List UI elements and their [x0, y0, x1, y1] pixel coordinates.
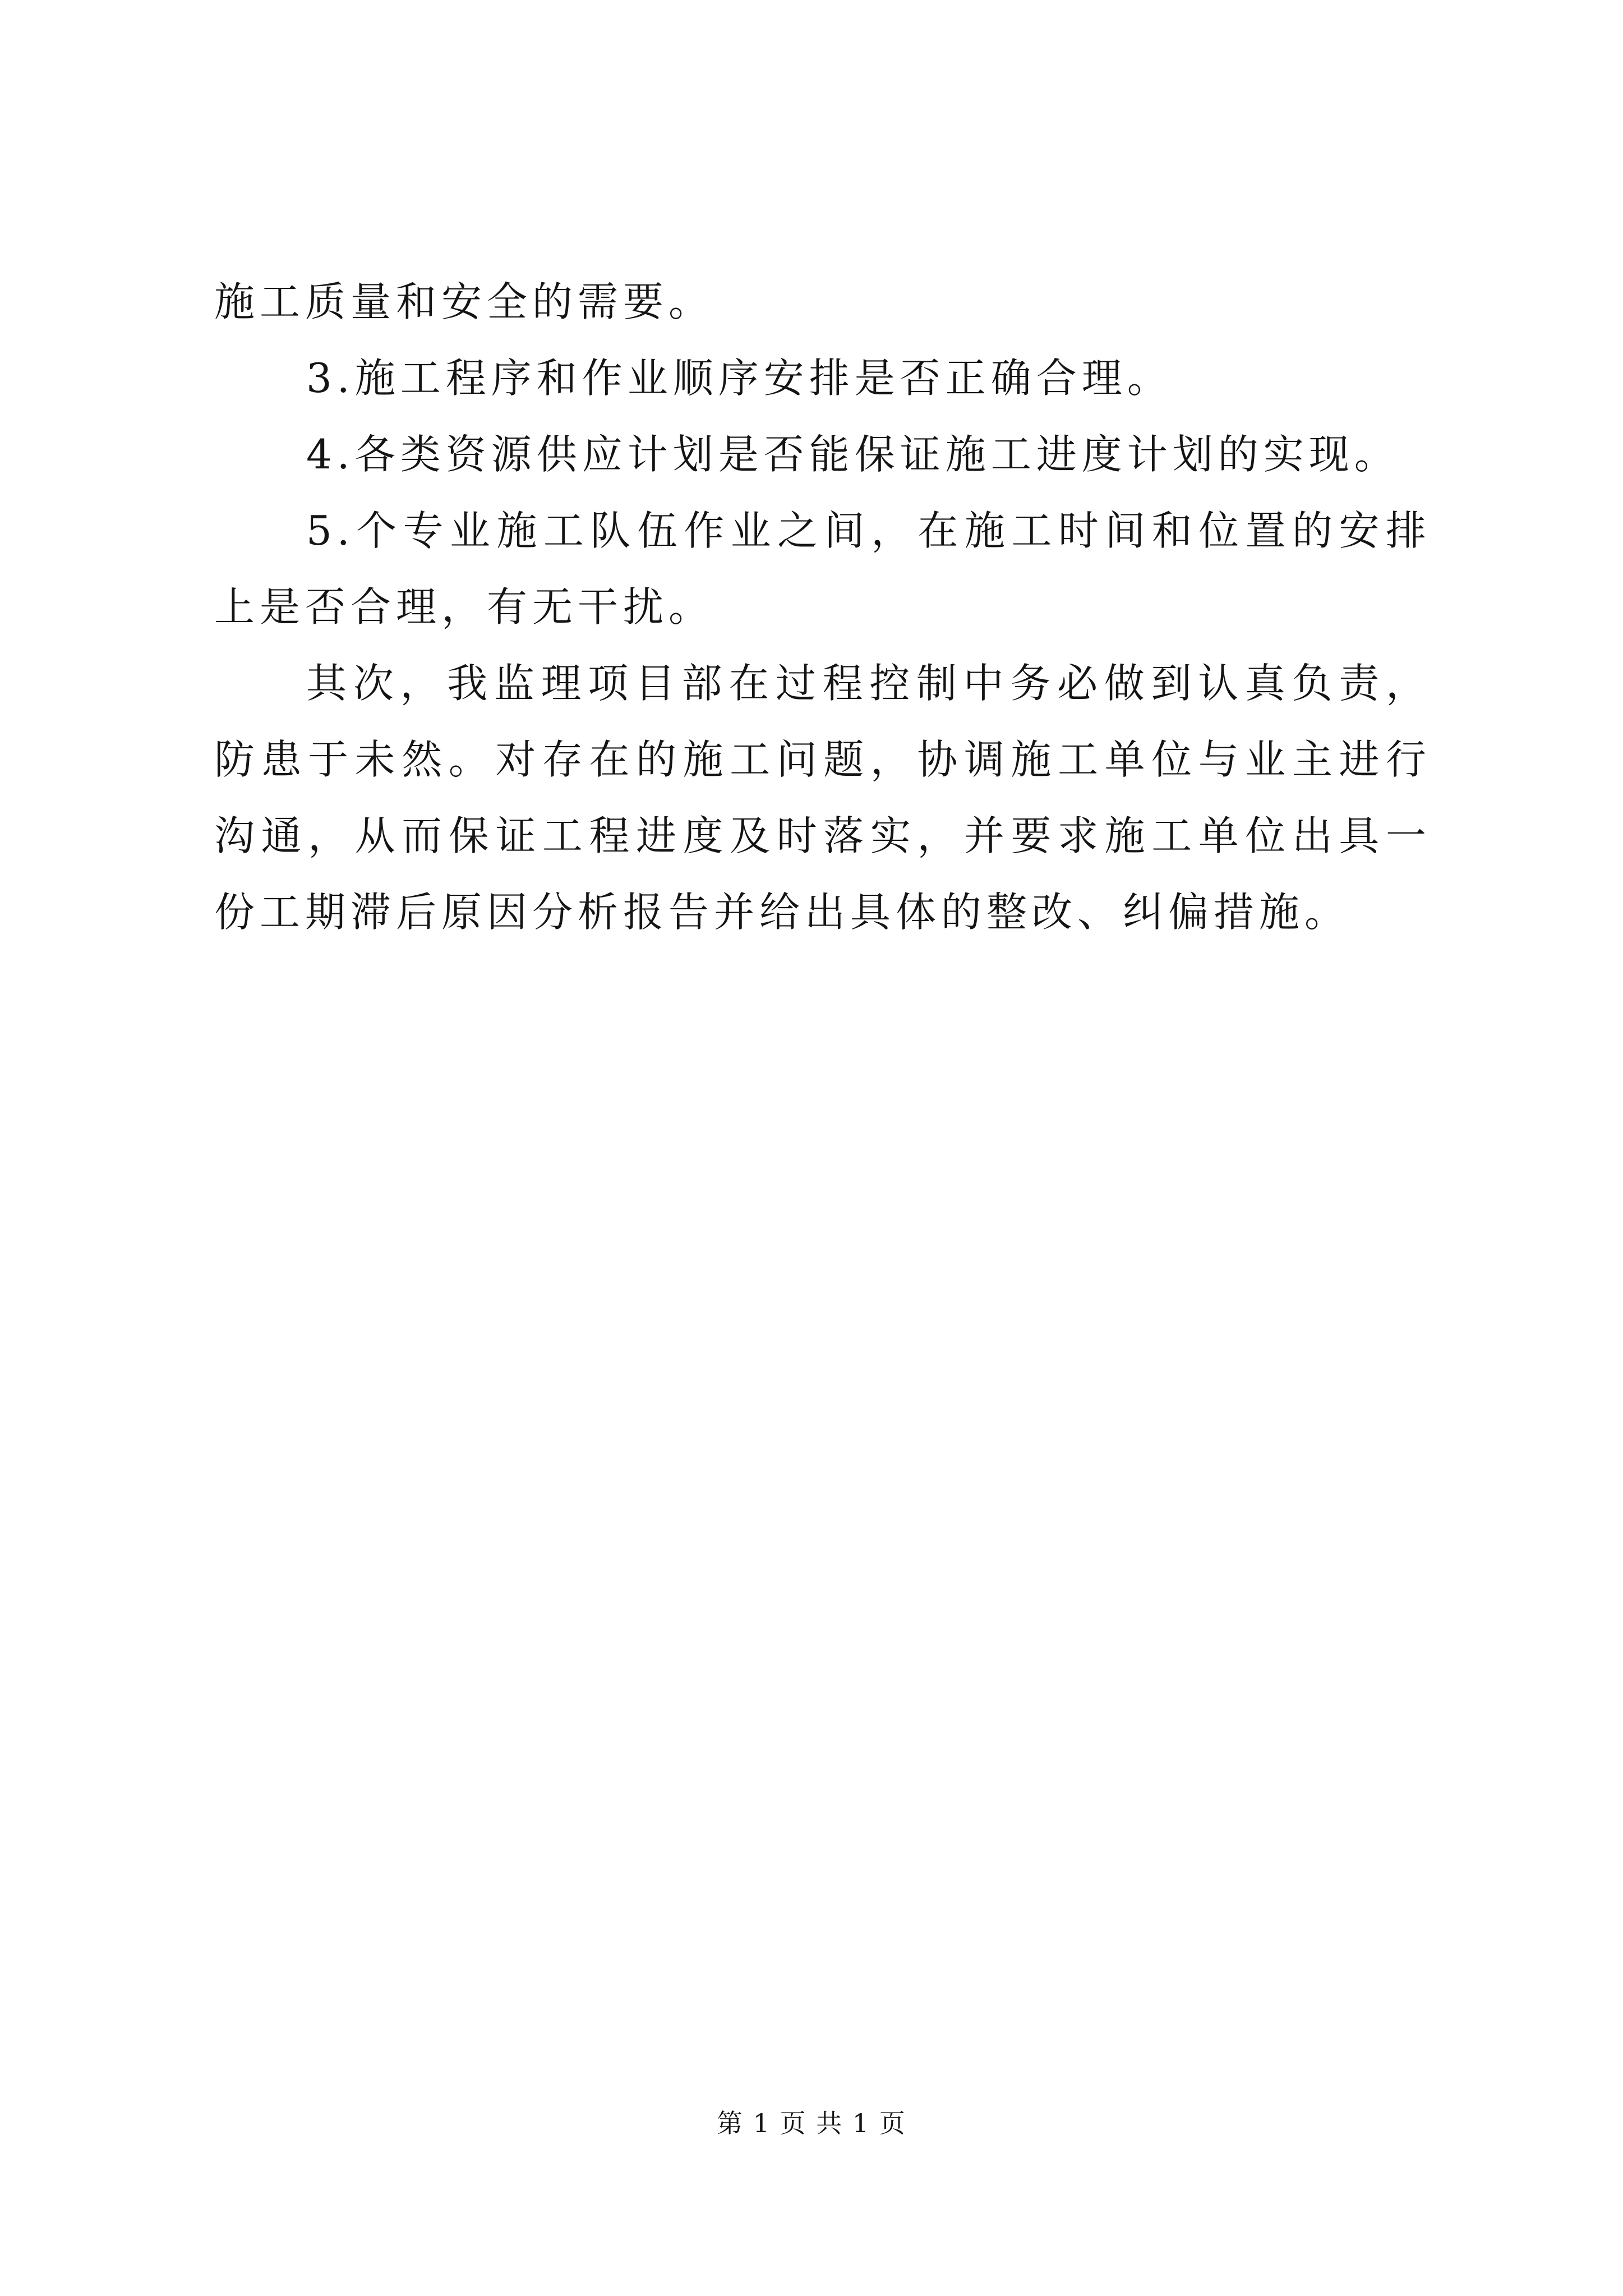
document-body — [214, 264, 1431, 950]
paragraph-secondly: 其次，我监理项目部在过程控制中务必做到认真负责，防患于未然。对存在的施工问题，协调施工单位与业主进行沟通，从而保证工程进度及时落实，并要求施工单位出具一份工期滞后原因分析报告并给出具体的整改、纠偏措施。 — [214, 660, 1431, 936]
paragraph-item-3: 3.施工程序和作业顺序安排是否正确合理。 — [306, 355, 1173, 402]
page-footer: 第 1 页 共 1 页 — [717, 2108, 906, 2138]
paragraph-item-5: 5.个专业施工队伍作业之间，在施工时间和位置的安排上是否合理，有无干扰。 — [214, 507, 1431, 631]
paragraph-item-4: 4.各类资源供应计划是否能保证施工进度计划的实现。 — [306, 431, 1400, 478]
paragraph-continuation: 施工质量和安全的需要。 — [214, 278, 714, 325]
